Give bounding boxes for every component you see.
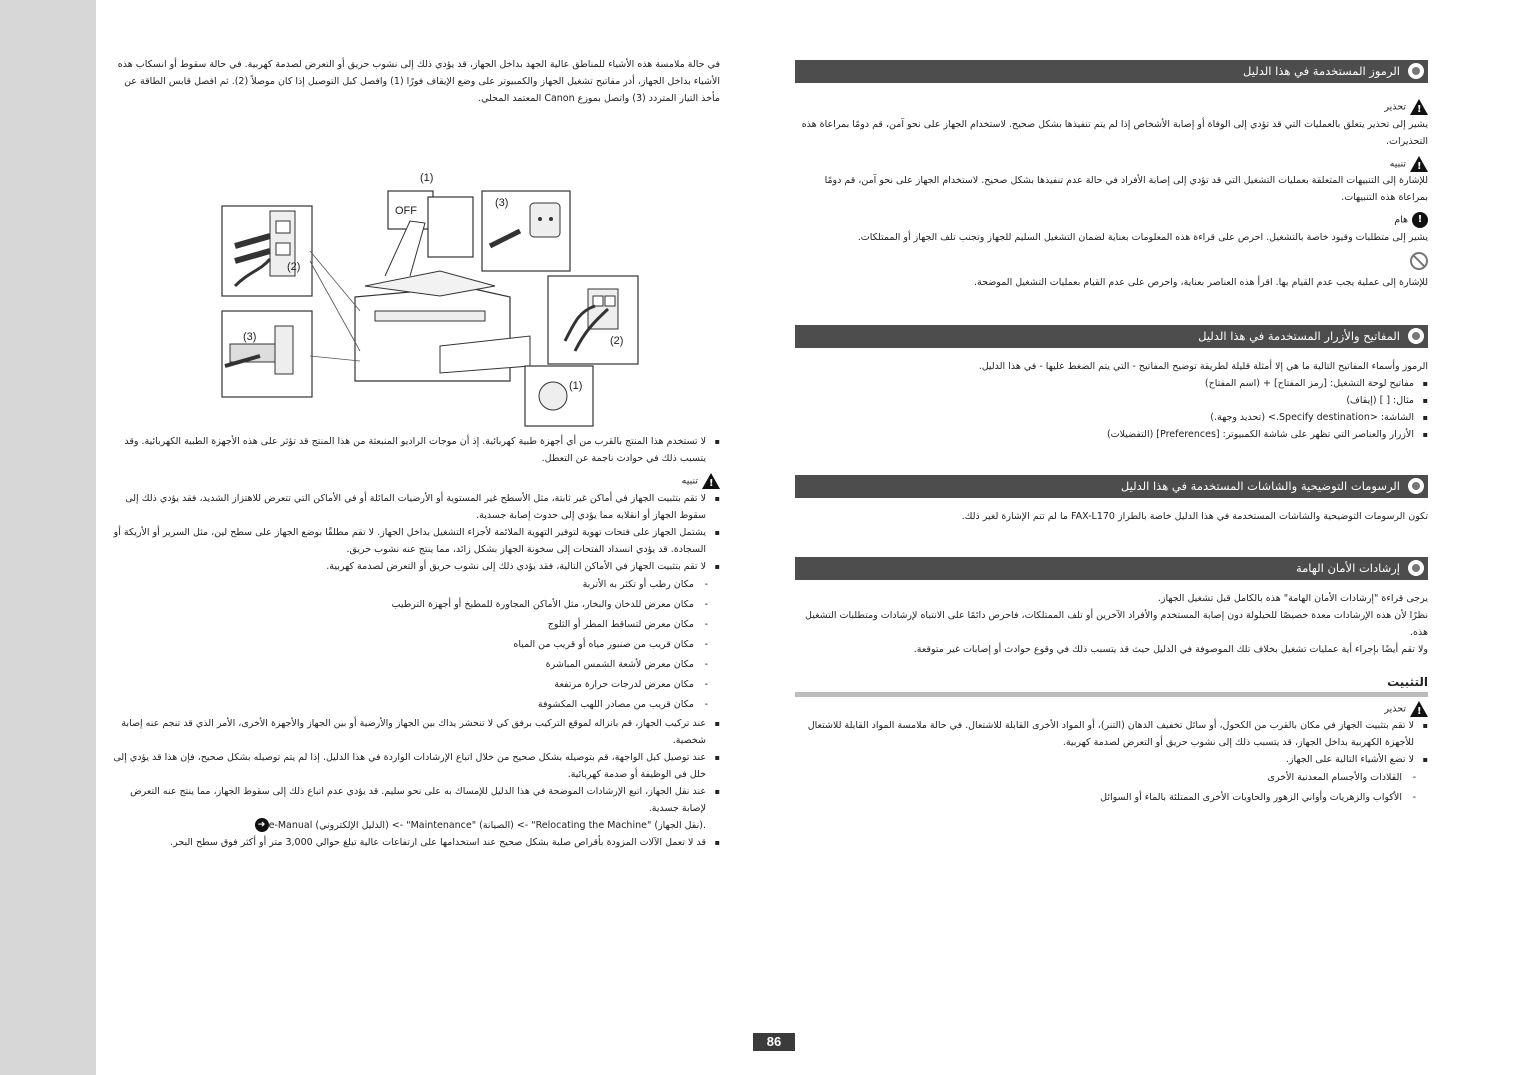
warning-heading [795,99,1428,116]
list-item: ▪ عند تركيب الجهاز، قم بانزاله لموقع التركيب برفق كي لا تنحشر يداك بين الجهاز والأرضية أو بين الجهاز والأجهزة الأخرى، الأمر الذي قد تنجم عنه إصابة شخصية. [110,715,720,749]
list-item: ▪ عند نقل الجهاز، اتبع الإرشادات الموضحة في هذا الدليل للإمساك به على نحو سليم. قد يؤدي عدم اتباع ذلك إلى سقوط الجهاز، مما ينتج عنه التعرض لإصابة جسدية. [110,783,720,817]
list-item: - مكان رطب أو تكثر به الأتربة [110,575,720,595]
section-header-safety [795,557,1428,580]
list-item: ▪ عند توصيل كبل الواجهة، قم بتوصيله بشكل صحيح من خلال اتباع الإرشادات الواردة في هذا الدليل. إذا لم يتم توصيله بشكل صحيح، فإن هذا قد يؤدي إلى خلل في الوظيفة أو صدمة كهربائية. [110,749,720,783]
safety-line: ولا تقم أيضًا بإجراء أية عمليات تشغيل بخلاف تلك الموصوفة في الدليل حيث قد يتسبب ذلك في وقوع حوادث أو إصابات غير متوقعة. [913,643,1428,655]
emanual-reference [110,817,720,834]
list-item: ▪ مفاتيح لوحة التشغيل: [رمز المفتاح] + (اسم المفتاح) [795,375,1428,392]
installation-cautions-list [110,715,720,817]
section-bullet-icon [1408,63,1424,79]
callout-2-right: (2) [610,335,624,347]
list-item: - القلادات والأجسام المعدنية الأخرى [795,768,1428,788]
callout-1-bottom: (1) [569,380,583,392]
warning-label: تحذير [1384,703,1406,714]
list-item: ▪ لا تقم بتثبيت الجهاز في الأماكن التالية، فقد يؤدي ذلك إلى نشوب حريق أو التعرض لصدمة كهربية. [110,558,720,575]
section-header-keys [795,325,1428,348]
places-list [110,575,720,715]
page-number: 86 [753,1033,795,1051]
installation-warning-list [795,717,1428,768]
list-item: ▪ يشتمل الجهاز على فتحات تهوية لتوفير التهوية الملائمة لأجزاء التشغيل بداخل الجهاز. لا تقم مطلقًا بوضع الجهاز على سطح لين، مثل السرير أو الأريكة أو السجادة. قد يؤدي انسداد الفتحات إلى سخونة الجهاز بشكل زائد، مما ينتج عنه نشوب حريق. [110,524,720,558]
list-item: - مكان قريب من صنبور مياه أو قريب من المياه [110,635,720,655]
unplug-illustration [110,111,720,392]
right-column [795,60,1428,808]
list-item: ▪ لا تضع الأشياء التالية على الجهاز. [795,751,1428,768]
reference-arrow-icon: ➜ [255,818,269,832]
callout-1-top: (1) [420,172,434,184]
section-title: إرشادات الأمان الهامة [1295,560,1400,575]
important-description: يشير إلى متطلبات وقيود خاصة بالتشغيل. احرص على قراءة هذه المعلومات بعناية لضمان التشغيل السليم للجهاز وتجنب تلف الجهاز أو الممتلكات. [857,231,1428,243]
keys-list [795,375,1428,443]
objects-list [795,768,1428,808]
list-item: ▪ مثال: [ ] (إيقاف) [795,392,1428,409]
list-item: - مكان معرض للدخان والبخار، مثل الأماكن المجاورة للمطبخ أو أجهزة الترطيب [110,595,720,615]
prohibition-heading [795,252,1428,270]
list-item: - الأكواب والزهريات وأواني الزهور والحاويات الأخرى الممتلئة بالماء أو السوائل [795,788,1428,808]
caution-list [110,490,720,575]
caution-icon [702,473,720,489]
altitude-list [110,834,720,851]
keys-intro: الرموز وأسماء المفاتيح التالية ما هي إلا أمثلة قليلة لطريقة توضيح المفاتيح - التي يتم الضغط عليها - في هذا الدليل. [978,360,1428,372]
warning-label: تحذير [1384,101,1406,113]
caution-heading [795,156,1428,173]
list-item: - مكان معرض لتساقط المطر أو الثلوج [110,615,720,635]
emanual-reference-text: e-Manual (الدليل الإلكتروني) <- "Maintenance" (الصيانة) <- "Relocating the Machine" (نقل الجهاز). [268,819,706,831]
caution-heading [110,473,720,490]
section-divider [795,692,1428,697]
installation-warning-heading [795,701,1428,718]
callout-2-left: (2) [287,261,301,273]
list-item: - مكان معرض لدرجات حرارة مرتفعة [110,675,720,695]
caution-label: تنبيه [1389,158,1406,169]
callout-3-left: (3) [243,331,257,343]
left-column [110,56,720,851]
list-item: ▪ الأزرار والعناصر التي تظهر على شاشة الكمبيوتر: [Preferences] (التفضيلات) [795,426,1428,443]
caution-icon [1410,156,1428,172]
important-label: هام [1394,214,1408,226]
section-title: الرسومات التوضيحية والشاشات المستخدمة في هذا الدليل [1120,478,1400,493]
list-item: ▪ قد لا تعمل الآلات المزودة بأقراص صلبة بشكل صحيح عند استخدامها على ارتفاعات عالية تبلغ حوالي 3,000 متر أو أكثر فوق سطح البحر. [110,834,720,851]
prohibition-icon [1410,252,1428,270]
intro-paragraph: في حالة ملامسة هذه الأشياء للمناطق عالية الجهد بداخل الجهاز، قد يؤدي ذلك إلى نشوب حريق أو التعرض لصدمة كهربية. في حالة سقوط أو انسكاب هذه الأشياء بداخل الجهاز، أدر مفاتيح تشغيل الجهاز والكمبيوتر على وضع الإيقاف فورًا (1) وافصل كبل التوصيل إذا كان موصلاً (2). ثم افصل قابس الطاقة عن مأخذ التيار المتردد (3) واتصل بموزع Canon المعتمد المحلي. [117,59,720,104]
radio-warning-list [110,433,720,467]
list-item: ▪ لا تستخدم هذا المنتج بالقرب من أي أجهزة طبية كهربائية. إذ أن موجات الراديو المنبعثة من هذا المنتج قد تؤثر على هذه الأجهزة الطبية الكهربائية. وقد يتسبب ذلك في حوادث ناجمة عن التعطل. [110,433,720,467]
section-bullet-icon [1408,478,1424,494]
important-icon: ! [1412,212,1428,228]
section-header-symbols [795,60,1428,83]
section-header-illustrations [795,475,1428,498]
warning-description: يشير إلى تحذير يتعلق بالعمليات التي قد تؤدي إلى الوفاة أو إصابة الأشخاص إذا لم يتم تنفيذها بشكل صحيح. لاستخدام الجهاز على نحو آمن، قم دومًا بمراعاة هذه التحذيرات. [801,118,1428,147]
section-title: المفاتيح والأزرار المستخدمة في هذا الدليل [1198,328,1400,343]
warning-icon [1410,701,1428,717]
prohibition-description: للإشارة إلى عملية يجب عدم القيام بها. اقرأ هذه العناصر بعناية، واحرص على عدم القيام بعمليات التشغيل الموضحة. [973,276,1428,288]
illustrations-note: تكون الرسومات التوضيحية والشاشات المستخدمة في هذا الدليل خاصة بالطراز FAX-L170 ما لم تتم الإشارة لغير ذلك. [961,510,1428,522]
page-gutter [0,0,96,1075]
safety-line: نظرًا لأن هذه الإرشادات معدة خصيصًا للحيلولة دون إصابة المستخدم والأفراد الآخرين أو تلف الممتلكات، فاحرص دائمًا على الانتباه لإرشادات ومتطلبات التشغيل هذه. [805,609,1428,638]
list-item: ▪ الشاشة: <Specify destination.> (تحديد وجهة.) [795,409,1428,426]
installation-title: التثبيت [1387,674,1428,689]
section-bullet-icon [1408,328,1424,344]
list-item: - مكان معرض لأشعة الشمس المباشرة [110,655,720,675]
list-item: - مكان قريب من مصادر اللهب المكشوفة [110,695,720,715]
section-title: الرموز المستخدمة في هذا الدليل [1243,64,1400,78]
caution-label: تنبيه [681,475,698,487]
callout-3-top: (3) [495,197,509,209]
important-heading [795,212,1428,229]
warning-icon [1410,99,1428,115]
safety-line: يرجى قراءة "إرشادات الأمان الهامة" هذه بالكامل قبل تشغيل الجهاز. [1157,592,1428,604]
section-bullet-icon [1408,560,1424,576]
off-label: OFF [395,205,417,217]
caution-description: للإشارة إلى التنبيهات المتعلقة بعمليات التشغيل التي قد تؤدي إلى إصابة الأفراد في حالة عدم تنفيذها بشكل صحيح. لاستخدام الجهاز على نحو آمن، قم دومًا بمراعاة هذه التنبيهات. [824,175,1428,203]
list-item: ▪ لا تقم بتثبيت الجهاز في مكان بالقرب من الكحول، أو سائل تخفيف الدهان (التنر)، أو المواد الأخرى القابلة للاشتعال. في حالة ملامسة المواد القابلة للاشتعال للأجهزة الكهربية بداخل الجهاز، قد يتسبب ذلك إلى نشوب حريق أو التعرض لصدمة كهربية. [795,717,1428,751]
list-item: ▪ لا تقم بتثبيت الجهاز في أماكن غير ثابتة، مثل الأسطح غير المستوية أو الأرضيات المائلة أو في الأماكن التي تتعرض للاهتزاز الشديد، فقد يؤدي ذلك إلى سقوط الجهاز أو انقلابه مما يؤدي إلى حدوث إصابة جسدية. [110,490,720,524]
